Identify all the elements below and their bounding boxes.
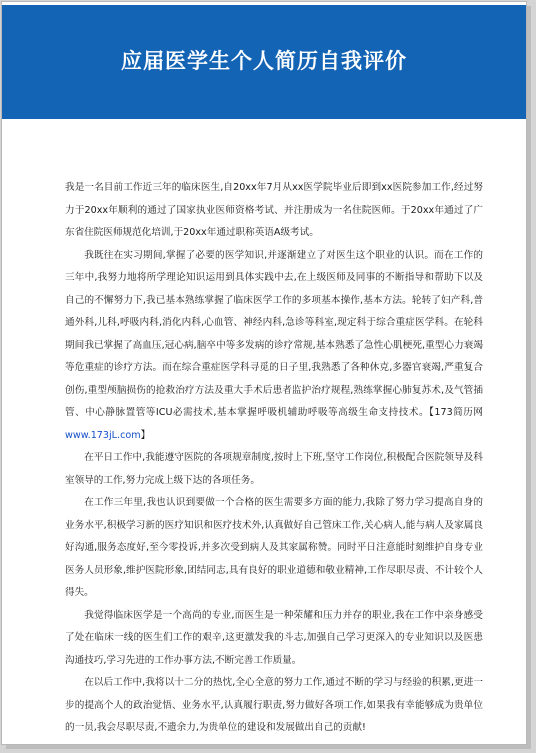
paragraph-4: 在工作三年里,我也认识到要做一个合格的医生需要多方面的能力,我除了努力学习提高自身的业务水平,积极学习新的医疗知识和医疗技术外,认真做好自己管床工作,关心病人,能与病人及家属良好沟通,服务态度好,至今零投诉,并多次受到病人及其家属称赞。同时平日注意能时刻维护自身专业医务人员形象,维护医院形象,团结同志,具有良好的职业道德和敬业精神,工作尽职尽责、不计较个人得失。 bbox=[65, 497, 483, 598]
paragraph-5: 我觉得临床医学是一个高尚的专业,而医生是一种荣耀和压力并存的职业,我在工作中亲身感受了处在临床一线的医生们工作的艰辛,这更激发我的斗志,加强自己学习更深入的专业知识以及医患沟通技巧,学习先进的工作办事方法,不断完善工作质量。 bbox=[65, 609, 483, 666]
paragraph-2-text: 我既往在实习期间,掌握了必要的医学知识,并逐渐建立了对医生这个职业的认识。而在工作的三年中,我努力地将所学理论知识运用到具体实践中去,在上级医师及同事的不断指导和帮助下以及自己的不懈努力下,我已基本熟练掌握了临床医学工作的多项基本操作,基本方法。轮转了妇产科,普通外科,儿科,呼吸内科,消化内科,心血管、神经内科,急诊等科室,现定科于综合重症医学科。在轮科期间我已掌握了高血压,冠心病,脑卒中等多发病的诊疗常规,基本熟悉了急性心肌梗死,重型心力衰竭等危重症的诊疗方法。而在综合重症医学科寻觅的日子里,我熟悉了各种休克,多器官衰竭,严重复合创伤,重型颅脑损伤的抢救治疗方法及重大手术后患者监护治疗规程,熟练掌握心肺复苏术,及气管插管、中心静脉置管等ICU必需技术,基本掌握呼吸机辅助呼吸等高级生命支持技术。【173简历网 bbox=[65, 249, 483, 418]
document-body bbox=[65, 177, 483, 740]
page-shadow-bottom bbox=[6, 745, 531, 749]
document-page bbox=[1, 1, 527, 745]
paragraph-2 bbox=[65, 245, 483, 448]
website-link[interactable]: www.173jL.com bbox=[65, 429, 141, 441]
document-title: 应届医学生个人简历自我评价 bbox=[121, 49, 407, 73]
page-shadow-right bbox=[527, 6, 531, 748]
paragraph-6: 在以后工作中,我将以十二分的热忱,全心全意的努力工作,通过不断的学习与经验的积累,更进一步的提高个人的政治觉悟、业务水平,认真履行职责,努力做好各项工作,如果我有幸能够成为贵单位的一员,我会尽职尽责,不遗余力,为贵单位的建设和发展做出自己的贡献! bbox=[65, 677, 483, 733]
paragraph-3: 在平日工作中,我能遵守医院的各项规章制度,按时上下班,坚守工作岗位,积极配合医院领导及科室领导的工作,努力完成上级下达的各项任务。 bbox=[65, 452, 483, 486]
paragraph-1: 我是一名目前工作近三年的临床医生,自20xx年7月从xx医学院毕业后即到xx医院参加工作,经过努力于20xx年顺利的通过了国家执业医师资格考试、并注册成为一名住院医师。于20xx年通过了广东省住院医师规范化培训,于20xx年通过职称英语A级考试。 bbox=[65, 182, 483, 238]
title-banner bbox=[2, 5, 526, 119]
paragraph-2-end: 】 bbox=[140, 429, 151, 441]
